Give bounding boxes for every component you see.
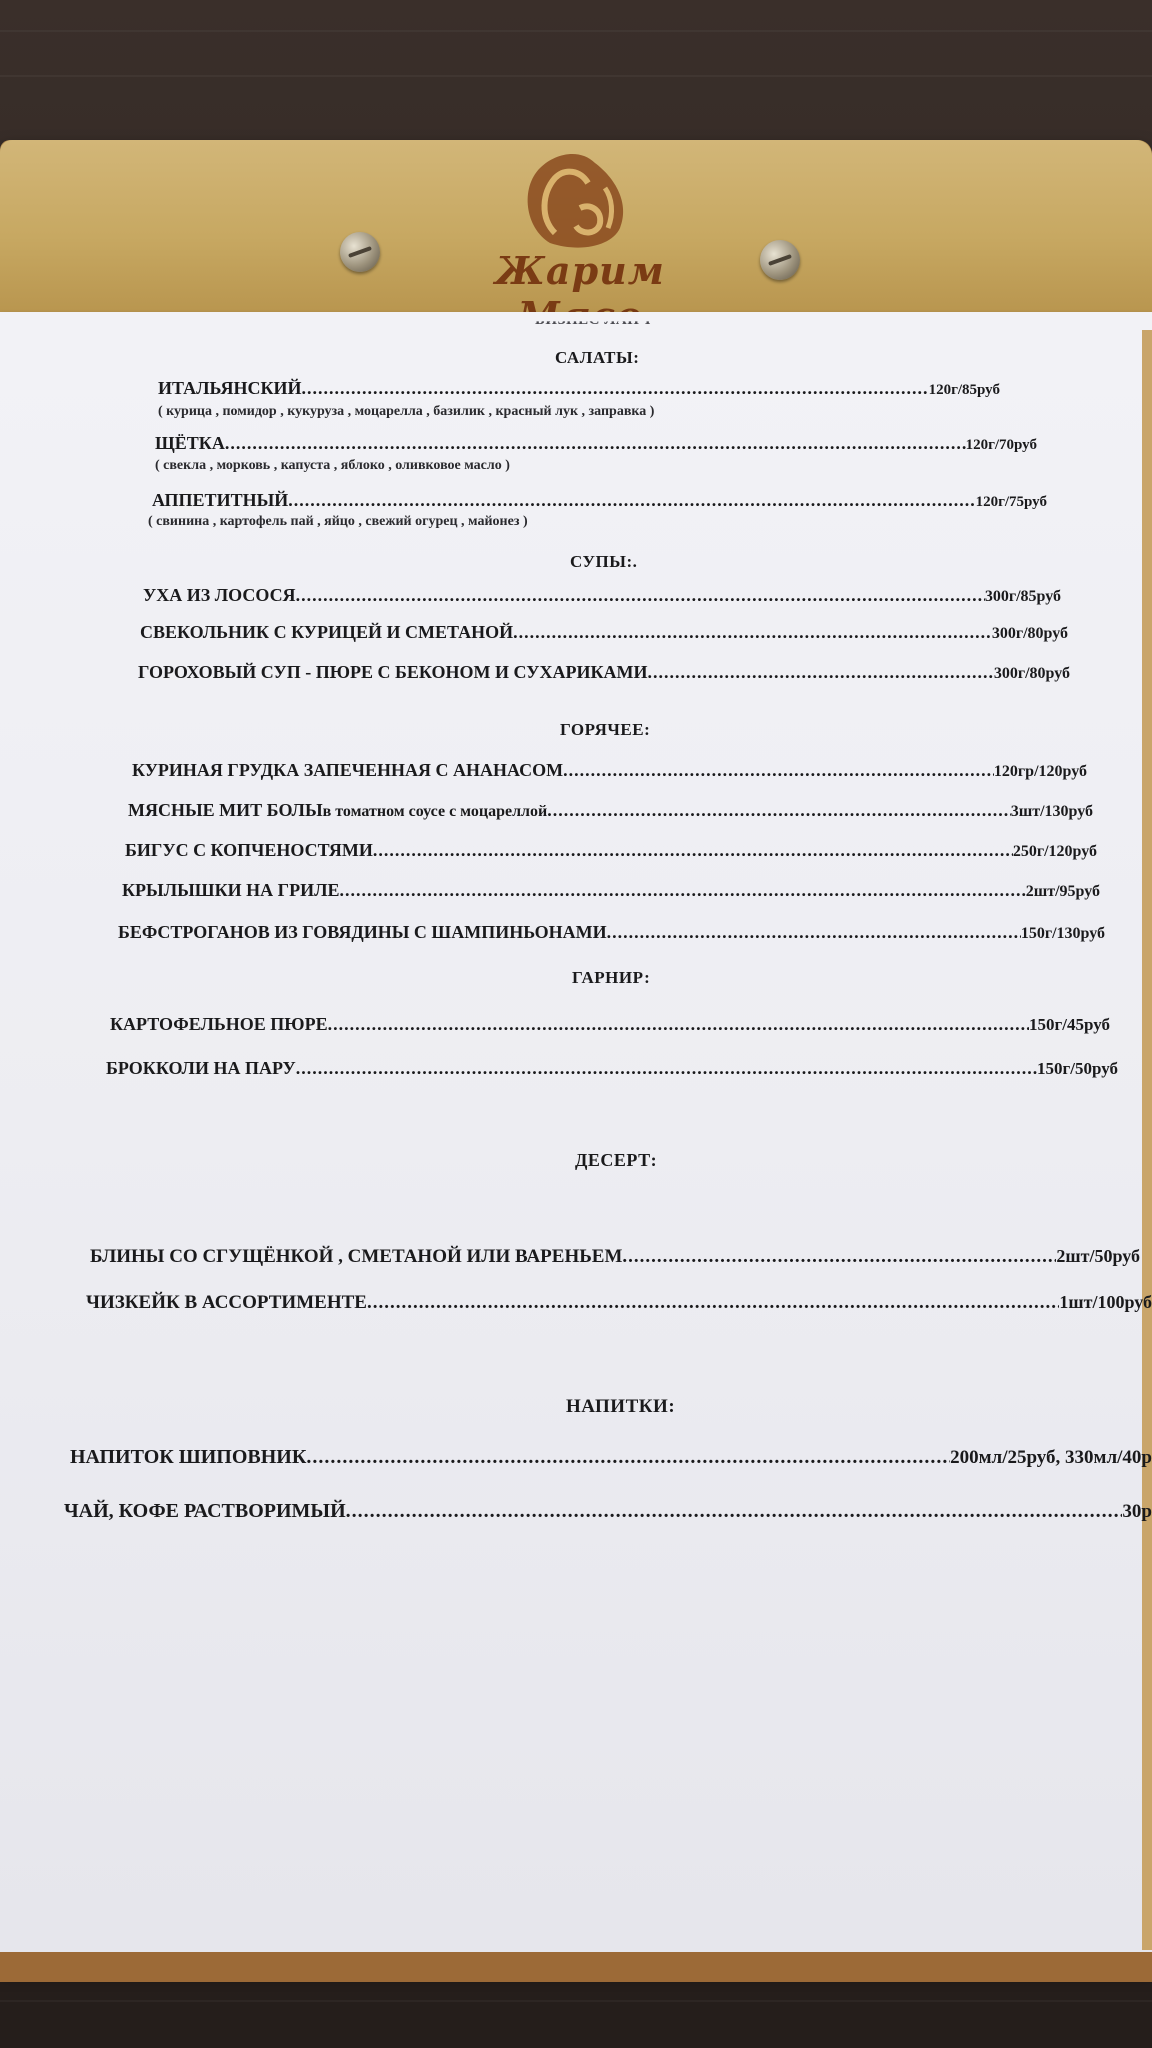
leader-dots — [367, 1292, 1059, 1314]
item-price: 120г/70руб — [965, 437, 1037, 453]
salads-heading: САЛАТЫ: — [555, 348, 640, 367]
item-price: 2шт/95руб — [1025, 883, 1100, 900]
leader-dots — [296, 1058, 1037, 1079]
brand-logo — [430, 148, 730, 308]
item-description: ( курица , помидор , кукуруза , моцарелла , базилик , красный лук , заправка ) — [158, 404, 655, 419]
hot-dishes-heading: ГОРЯЧЕЕ: — [560, 720, 651, 739]
item-price: 300г/85руб — [984, 588, 1061, 605]
list-item — [125, 840, 1097, 861]
item-name: КРЫЛЫШКИ НА ГРИЛЕ — [122, 880, 340, 900]
item-name: БЕФСТРОГАНОВ ИЗ ГОВЯДИНЫ С ШАМПИНЬОНАМИ — [118, 922, 607, 942]
leader-dots — [607, 922, 1021, 943]
item-price: 30р — [1122, 1501, 1152, 1522]
item-price: 1шт/100руб — [1059, 1292, 1152, 1312]
list-item — [106, 1058, 1118, 1079]
list-item — [132, 760, 1087, 781]
item-price: 120гр/120руб — [993, 763, 1087, 780]
item-description: ( свинина , картофель пай , яйцо , свежий огурец , майонез ) — [148, 514, 528, 529]
item-name: СВЕКОЛЬНИК С КУРИЦЕЙ И СМЕТАНОЙ — [140, 622, 514, 642]
leader-dots — [296, 585, 985, 606]
leader-dots — [563, 760, 994, 781]
item-name: БРОККОЛИ НА ПАРУ — [106, 1058, 296, 1078]
garnish-heading: ГАРНИР: — [572, 968, 651, 987]
item-name: КАРТОФЕЛЬНОЕ ПЮРЕ — [110, 1014, 328, 1034]
leader-dots — [340, 880, 1026, 901]
list-item — [138, 662, 1070, 683]
list-item — [140, 622, 1068, 643]
left-screw-icon — [340, 232, 380, 272]
item-name: ЧИЗКЕЙК В АССОРТИМЕНТЕ — [86, 1292, 367, 1313]
item-name: БЛИНЫ СО СГУЩЁНКОЙ , СМЕТАНОЙ ИЛИ ВАРЕНЬЕМ — [90, 1246, 623, 1267]
item-price: 300г/80руб — [993, 665, 1070, 682]
list-item — [64, 1500, 1152, 1523]
item-name: НАПИТОК ШИПОВНИК — [70, 1446, 307, 1468]
item-price: 150г/50руб — [1037, 1059, 1118, 1078]
leader-dots — [328, 1014, 1029, 1035]
item-name: ГОРОХОВЫЙ СУП - ПЮРЕ С БЕКОНОМ И СУХАРИКАМИ — [138, 662, 648, 682]
list-item — [128, 800, 1093, 821]
board-bottom — [0, 1952, 1152, 1982]
list-item — [122, 880, 1100, 901]
leader-dots — [373, 840, 1013, 861]
list-item — [86, 1292, 1152, 1314]
item-name: КУРИНАЯ ГРУДКА ЗАПЕЧЕННАЯ С АНАНАСОМ — [132, 760, 564, 780]
item-note: в томатном соусе с моцареллой — [322, 803, 548, 820]
drinks-heading: НАПИТКИ: — [566, 1396, 676, 1417]
dessert-heading: ДЕСЕРТ: — [575, 1150, 658, 1170]
leader-dots — [648, 662, 994, 683]
leader-dots — [346, 1500, 1123, 1523]
leader-dots — [622, 1246, 1056, 1268]
leader-dots — [302, 378, 929, 399]
list-item — [70, 1446, 1152, 1469]
list-item — [152, 490, 1047, 511]
list-item — [143, 585, 1061, 606]
item-name: ЩЁТКА — [155, 433, 225, 453]
leader-dots — [306, 1446, 950, 1469]
right-screw-icon — [760, 240, 800, 280]
item-name: УХА ИЗ ЛОСОСЯ — [143, 585, 296, 605]
item-name: АППЕТИТНЫЙ — [152, 490, 289, 510]
item-description: ( свекла , морковь , капуста , яблоко , оливковое масло ) — [155, 458, 510, 473]
item-name: ИТАЛЬЯНСКИЙ — [158, 378, 302, 398]
item-price: 250г/120руб — [1012, 843, 1097, 860]
item-price: 300г/80руб — [991, 625, 1068, 642]
leader-dots — [513, 622, 992, 643]
item-price: 150г/130руб — [1020, 925, 1105, 942]
list-item — [118, 922, 1105, 943]
soups-heading: СУПЫ:. — [570, 552, 638, 571]
meat-logo-icon — [430, 148, 730, 258]
list-item — [158, 378, 1000, 399]
item-name: БИГУС С КОПЧЕНОСТЯМИ — [125, 840, 373, 860]
brand-name: Жарим — [495, 248, 665, 293]
item-price: 150г/45руб — [1029, 1015, 1110, 1034]
board-edge — [1142, 330, 1152, 1950]
item-price: 120г/75руб — [975, 494, 1047, 510]
item-price: 2шт/50руб — [1056, 1246, 1140, 1266]
item-price: 3шт/130руб — [1010, 803, 1093, 820]
item-name: ЧАЙ, КОФЕ РАСТВОРИМЫЙ — [64, 1500, 346, 1522]
leader-dots — [225, 433, 966, 454]
item-name: МЯСНЫЕ МИТ БОЛЫ — [128, 800, 323, 820]
item-price: 200мл/25руб, 330мл/40р — [950, 1447, 1152, 1468]
leader-dots — [547, 800, 1010, 821]
list-item — [155, 433, 1037, 454]
item-price: 120г/85руб — [928, 382, 1000, 398]
leader-dots — [288, 490, 975, 511]
list-item — [110, 1014, 1110, 1035]
list-item — [90, 1246, 1140, 1268]
